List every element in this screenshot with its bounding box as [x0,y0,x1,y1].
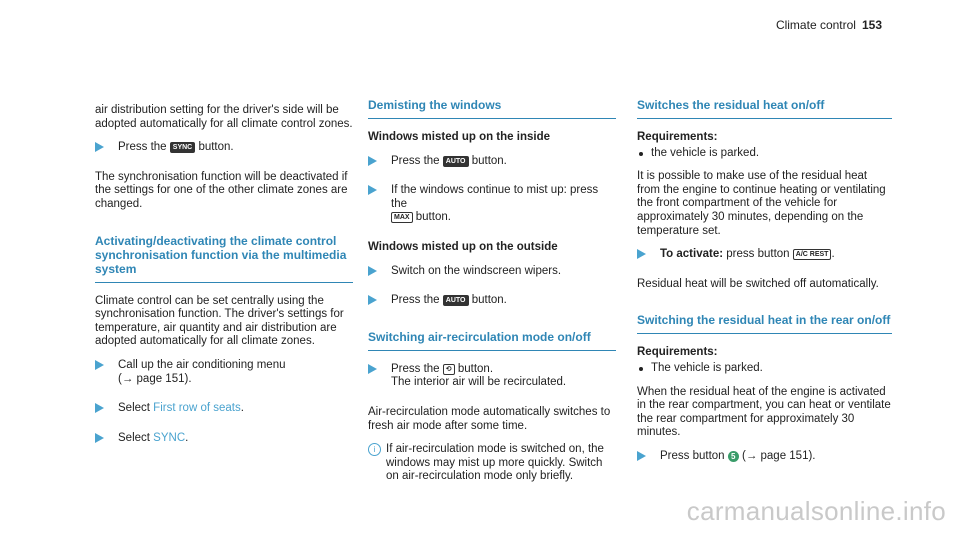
info-icon: i [368,443,381,456]
first-row-link[interactable]: First row of seats [153,402,241,415]
step-activate: To activate: press button A/C REST . [637,248,892,262]
section-heading-sync: Activating/deactivating the climate control synchronisation function via the multimedia system [95,234,353,283]
section-heading-rear-heat: Switching the residual heat in the rear on/off [637,313,892,334]
step-arrow-icon [368,364,377,374]
bullet-icon [639,367,643,371]
step-arrow-icon [368,156,377,166]
page-header [776,18,882,32]
column-2 [368,98,616,494]
step-wipers: Switch on the windscreen wipers. [368,265,616,279]
step-press-auto: Press the AUTO button. [368,155,616,169]
requirements-label: Requirements: [637,346,718,359]
page-reference: (→ page 151). [118,372,192,385]
section-title: Climate control [775,18,856,32]
step-select-sync: Select SYNC. [95,432,353,446]
step-arrow-icon [368,185,377,195]
bullet-icon [639,152,643,156]
step-arrow-icon [368,266,377,276]
sync-link[interactable]: SYNC [153,431,186,444]
rear-heat-text: When the residual heat of the engine is activated in the rear compartment, you can heat or ventilate the rear compartment for approximately 30 minutes. [637,385,891,439]
max-defrost-key-icon: MAX [391,212,413,223]
section-heading-residual-heat: Switches the residual heat on/off [637,98,892,119]
page-reference: (→ page 151). [741,449,816,462]
auto-key-icon: AUTO [443,295,469,306]
requirement-item: The vehicle is parked. [637,362,892,376]
intro-text: air distribution setting for the driver's side will be adopted automatically for all climate control zones. [95,104,353,130]
requirements-label: Requirements: [637,131,718,143]
step-arrow-icon [95,433,104,443]
recirculation-key-icon: ⟲ [443,364,455,375]
requirement-item: the vehicle is parked. [637,147,892,161]
step-press-max: If the windows continue to mist up: press the MAX button. [368,184,616,225]
step-press-sync: Press the SYNC button. [95,141,353,155]
step-arrow-icon [637,249,646,259]
auto-off-text: Residual heat will be switched off automatically. [637,277,879,290]
recirculation-text: Air-recirculation mode automatically switches to fresh air mode after some time. [368,405,611,432]
sync-description: Climate control can be set centrally using the synchronisation function. The driver's settings for temperature, air quantity and air distribution are adopted automatically for all climate zones. [95,294,344,348]
section-heading-demisting: Demisting the windows [368,98,616,119]
step-select-first-row: Select First row of seats. [95,402,353,416]
step-press-button-5: Press button 5 (→ page 151). [637,450,892,464]
column-3 [637,98,892,480]
sync-key-icon: SYNC [170,142,195,153]
subheading-outside: Windows misted up on the outside [368,240,558,253]
step-press-auto-2: Press the AUTO button. [368,294,616,308]
step-arrow-icon [368,295,377,305]
step-arrow-icon [637,451,646,461]
note: i If air-recirculation mode is switched on, the windows may mist up more quickly. Switch on air-recirculation mode only briefly. [368,443,616,484]
callout-5-icon: 5 [728,451,739,462]
auto-key-icon: AUTO [443,156,469,167]
step-arrow-icon [95,142,104,152]
residual-heat-text: It is possible to make use of the residual heat from the engine to continue heating or ventilating the front compartment of the vehicle for approximately 30 minutes, depending on the temperature set. [637,170,886,237]
column-1 [95,104,353,461]
page-number: 153 [861,18,882,32]
subheading-inside: Windows misted up on the inside [368,131,550,143]
sync-deactivate-text: The synchronisation function will be deactivated if the settings for one of the other climate zones are changed. [95,170,348,210]
section-heading-recirculation: Switching air-recirculation mode on/off [368,330,616,351]
step-press-recirculation: Press the ⟲ button. The interior air will be recirculated. [368,363,616,390]
step-arrow-icon [95,403,104,413]
step-arrow-icon [95,360,104,370]
step-call-menu: Call up the air conditioning menu (→ page 151). [95,359,353,386]
ac-rest-key-icon: A/C REST [793,249,832,260]
watermark: carmanualsonline.info [686,496,946,526]
